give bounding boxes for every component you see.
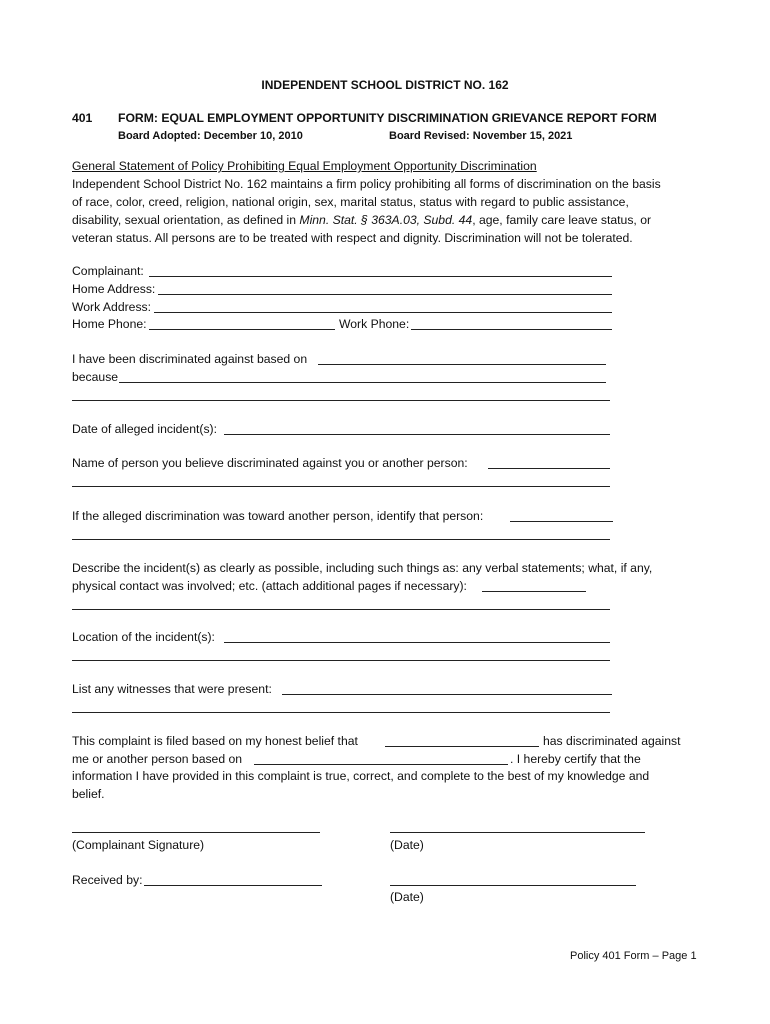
work-phone-label: Work Phone: <box>339 317 410 331</box>
complainant-field[interactable] <box>149 276 612 277</box>
accused-name-field[interactable] <box>385 746 539 747</box>
location-field[interactable] <box>224 642 610 643</box>
toward-another-field-continued[interactable] <box>72 539 610 540</box>
district-title: INDEPENDENT SCHOOL DISTRICT NO. 162 <box>261 78 509 92</box>
discrimination-basis-field[interactable] <box>318 364 606 365</box>
statement-heading: General Statement of Policy Prohibiting Equal Employment Opportunity Discrimination <box>72 159 537 173</box>
page-footer: Policy 401 Form – Page 1 <box>570 950 697 962</box>
date-signature-line-2[interactable] <box>390 885 636 886</box>
form-title: FORM: EQUAL EMPLOYMENT OPPORTUNITY DISCRIMINATION GRIEVANCE REPORT FORM <box>118 111 657 125</box>
received-by-field[interactable] <box>144 885 322 886</box>
revised-date: Board Revised: November 15, 2021 <box>389 130 573 142</box>
certification-line-1a: This complaint is filed based on my honest belief that <box>72 734 358 748</box>
location-field-continued[interactable] <box>72 660 610 661</box>
date-incident-field[interactable] <box>224 434 610 435</box>
describe-label-line-2: physical contact was involved; etc. (attach additional pages if necessary): <box>72 579 467 593</box>
location-label: Location of the incident(s): <box>72 630 215 644</box>
complainant-label: Complainant: <box>72 264 144 278</box>
statement-line-3 <box>72 212 651 230</box>
name-person-field[interactable] <box>488 468 610 469</box>
witnesses-label: List any witnesses that were present: <box>72 682 272 696</box>
because-label: because <box>72 370 119 384</box>
discriminated-based-on-label: I have been discriminated against based on <box>72 352 308 366</box>
complainant-signature-label: (Complainant Signature) <box>72 838 205 852</box>
certification-line-3: information I have provided in this complaint is true, correct, and complete to the best of my knowledge and <box>72 769 650 783</box>
describe-field-continued[interactable] <box>72 609 610 610</box>
witnesses-field[interactable] <box>282 694 612 695</box>
home-address-field[interactable] <box>158 294 612 295</box>
work-address-field[interactable] <box>154 312 612 313</box>
basis-field[interactable] <box>254 764 508 765</box>
date-label-1: (Date) <box>390 838 424 852</box>
because-field[interactable] <box>119 382 606 383</box>
date-signature-line-1[interactable] <box>390 832 645 833</box>
date-incident-label: Date of alleged incident(s): <box>72 422 217 436</box>
name-person-label: Name of person you believe discriminated against you or another person: <box>72 456 468 470</box>
toward-another-field[interactable] <box>510 521 613 522</box>
certification-line-4: belief. <box>72 787 105 801</box>
policy-number: 401 <box>72 111 93 125</box>
work-address-label: Work Address: <box>72 300 152 314</box>
received-by-label: Received by: <box>72 873 143 887</box>
certification-line-1b: has discriminated against <box>543 734 681 748</box>
adopted-date: Board Adopted: December 10, 2010 <box>118 130 303 142</box>
statement-line-4: veteran status. All persons are to be treated with respect and dignity. Discrimination will not be tolerated. <box>72 231 633 245</box>
statement-line-3a: disability, sexual orientation, as defined in <box>72 213 300 227</box>
name-person-field-continued[interactable] <box>72 486 610 487</box>
statement-line-2: of race, color, creed, religion, national origin, sex, marital status, status with regard to public assistance, <box>72 195 629 209</box>
describe-field[interactable] <box>482 591 586 592</box>
work-phone-field[interactable] <box>411 329 612 330</box>
statement-line-1: Independent School District No. 162 maintains a firm policy prohibiting all forms of discrimination on the basis <box>72 177 661 191</box>
home-address-label: Home Address: <box>72 282 156 296</box>
statute-citation: Minn. Stat. § 363A.03, Subd. 44 <box>299 213 473 227</box>
toward-another-label: If the alleged discrimination was toward another person, identify that person: <box>72 509 484 523</box>
statement-line-3b: , age, family care leave status, or <box>472 213 652 227</box>
date-label-2: (Date) <box>390 890 424 904</box>
complainant-signature-line[interactable] <box>72 832 320 833</box>
describe-label-line-1: Describe the incident(s) as clearly as possible, including such things as: any verbal statements; what, if any, <box>72 561 653 575</box>
home-phone-label: Home Phone: <box>72 317 147 331</box>
certification-line-2a: me or another person based on <box>72 752 243 766</box>
because-field-continued[interactable] <box>72 400 610 401</box>
certification-line-2b: . I hereby certify that the <box>510 752 641 766</box>
home-phone-field[interactable] <box>149 329 335 330</box>
witnesses-field-continued[interactable] <box>72 712 610 713</box>
